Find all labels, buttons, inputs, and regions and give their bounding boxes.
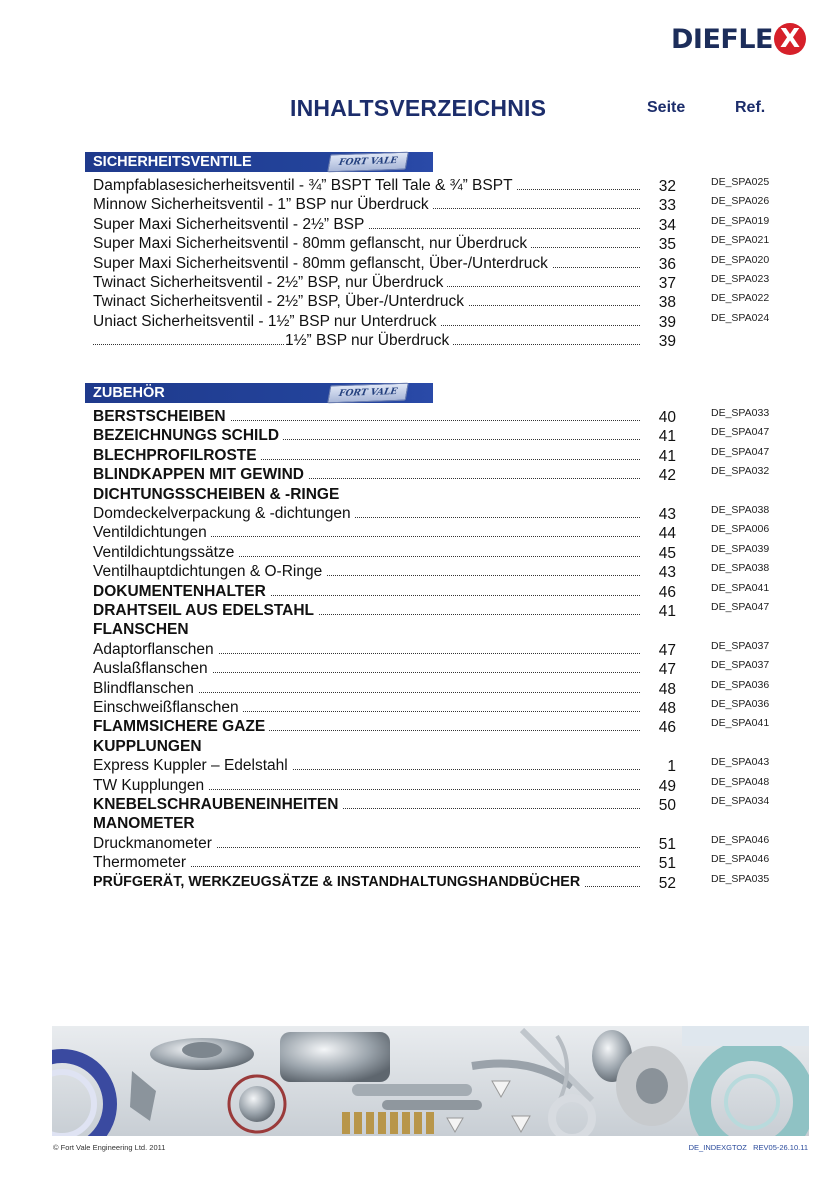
toc-entry[interactable] (0, 873, 834, 892)
toc-entry-page: 41 (658, 603, 676, 620)
toc-entry-page: 48 (658, 700, 676, 717)
toc-entry-title: Einschweißflanschen (93, 698, 243, 717)
toc-entry[interactable] (0, 273, 834, 292)
toc-entry-title: Super Maxi Sicherheitsventil - 2½” BSP (93, 215, 368, 234)
toc-entry[interactable] (0, 562, 834, 581)
toc-entry-page: 47 (658, 641, 676, 659)
toc-entry-ref: DE_SPA024 (711, 311, 770, 324)
toc-entry-page: 45 (658, 544, 676, 562)
dieflex-logo (671, 22, 806, 56)
toc-entry[interactable] (0, 717, 834, 736)
page-column-header: Seite (647, 99, 686, 116)
toc-entry-title: Express Kuppler – Edelstahl (93, 756, 292, 775)
toc-entry-title: KNEBELSCHRAUBENEINHEITEN (93, 795, 342, 814)
toc-entry-ref: DE_SPA039 (711, 542, 770, 555)
toc-entry[interactable] (0, 234, 834, 253)
toc-entry-page: 51 (658, 835, 676, 853)
toc-entry[interactable] (0, 640, 834, 659)
fort-vale-badge: FORT VALE (327, 383, 409, 404)
toc-entry-ref: DE_SPA033 (711, 407, 770, 419)
toc-entry-ref: DE_SPA022 (711, 292, 770, 305)
toc-entry-page: 52 (658, 874, 676, 892)
toc-entry-title: DOKUMENTENHALTER (93, 582, 270, 601)
toc-entry-title: Thermometer (93, 853, 190, 872)
toc-entry[interactable] (0, 679, 834, 698)
logo-wordmark: DIEFLE (671, 23, 773, 55)
toc-entry-ref: DE_SPA036 (711, 698, 770, 710)
toc-entry[interactable] (0, 659, 834, 678)
toc-entry-title: Super Maxi Sicherheitsventil - 80mm geflanscht, Über-/Unterdruck (93, 254, 552, 273)
toc-entry-ref: DE_SPA019 (711, 214, 770, 227)
toc-entry-page: 40 (658, 409, 676, 426)
toc-entry-ref: DE_SPA036 (711, 678, 770, 691)
toc-entry-page: 34 (658, 216, 676, 234)
toc-entry-ref: DE_SPA047 (711, 601, 770, 613)
toc-entry[interactable] (0, 331, 834, 350)
toc-entry[interactable] (0, 215, 834, 234)
copyright-notice: © Fort Vale Engineering Ltd. 2011 (53, 1143, 166, 1152)
toc-entry-title: BEZEICHNUNGS SCHILD (93, 426, 283, 445)
fort-vale-badge: FORT VALE (327, 152, 409, 173)
toc-entry-page: 38 (658, 294, 676, 312)
toc-entry-title: BERSTSCHEIBEN (93, 407, 230, 426)
toc-entry-page: 50 (658, 797, 676, 814)
toc-entry[interactable] (0, 254, 834, 273)
toc-entry-ref: DE_SPA025 (711, 176, 770, 188)
toc-entry-title: Dampfablasesicherheitsventil - ¾” BSPT Tell Tale & ¾” BSPT (93, 176, 517, 195)
toc-entry[interactable] (0, 426, 834, 445)
ref-column-header: Ref. (735, 99, 766, 116)
toc-entry-page: 49 (658, 777, 676, 795)
toc-entry[interactable] (0, 312, 834, 331)
toc-entry[interactable] (0, 523, 834, 542)
toc-entry-ref: DE_SPA006 (711, 523, 770, 536)
toc-entry-ref: DE_SPA037 (711, 639, 770, 652)
toc-entry-ref: DE_SPA048 (711, 775, 770, 788)
toc-entry-title: TW Kupplungen (93, 776, 208, 795)
toc-entry-page: 39 (658, 313, 676, 331)
toc-entry-title: Domdeckelverpackung & -dichtungen (93, 504, 355, 523)
document-reference: DE_INDEXGTOZ REV05-26.10.11 (688, 1143, 808, 1152)
toc-entry-page: 37 (658, 275, 676, 292)
toc-entry-page: 43 (658, 564, 676, 582)
toc-entry-title: Adaptorflanschen (93, 640, 218, 659)
toc-entry[interactable] (0, 601, 834, 620)
toc-entry[interactable] (0, 195, 834, 214)
toc-entry-title: Auslaßflanschen (93, 659, 212, 678)
toc-group-heading (0, 814, 834, 833)
toc-entry[interactable] (0, 853, 834, 872)
toc-entry-title: FLANSCHEN (93, 620, 193, 639)
toc-entry-page: 1 (667, 758, 676, 776)
section-header (85, 383, 433, 403)
toc-group-heading (0, 485, 834, 504)
logo-x-mark: X (774, 23, 806, 55)
toc-entry-title: Ventildichtungssätze (93, 543, 238, 562)
toc-group-heading (0, 620, 834, 639)
toc-entry-page: 36 (658, 255, 676, 273)
toc-entry-title: Twinact Sicherheitsventil - 2½” BSP, Über-/Unterdruck (93, 292, 468, 311)
toc-entry-ref: DE_SPA021 (711, 234, 770, 247)
toc-entry-ref: DE_SPA032 (711, 465, 770, 478)
section-title: SICHERHEITSVENTILE (93, 154, 252, 170)
toc-entry[interactable] (0, 543, 834, 562)
toc-entry-title: DICHTUNGSSCHEIBEN & -RINGE (93, 485, 343, 504)
product-photo-strip (52, 1026, 809, 1136)
section-header (85, 152, 433, 172)
toc-entry-page: 48 (658, 680, 676, 698)
toc-entry-ref: DE_SPA046 (711, 833, 770, 846)
toc-entry-title: Druckmanometer (93, 834, 216, 853)
toc-entry[interactable] (0, 795, 834, 814)
toc-entry-ref: DE_SPA034 (711, 795, 770, 807)
toc-entry[interactable] (0, 465, 834, 484)
toc-entry-ref: DE_SPA026 (711, 195, 770, 208)
toc-entry-ref: DE_SPA020 (711, 253, 770, 266)
toc-entry-ref: DE_SPA038 (711, 504, 770, 516)
toc-entry-title: Blindflanschen (93, 679, 198, 698)
toc-entry[interactable] (0, 292, 834, 311)
toc-entry[interactable] (0, 756, 834, 775)
toc-entry-title: Ventildichtungen (93, 523, 211, 542)
toc-entry-ref: DE_SPA041 (711, 581, 770, 594)
toc-entry[interactable] (0, 582, 834, 601)
toc-entry-title: Ventilhauptdichtungen & O-Ringe (93, 562, 326, 581)
toc-entry-title: Uniact Sicherheitsventil - 1½” BSP nur Unterdruck (93, 312, 440, 331)
toc-entry-title: FLAMMSICHERE GAZE (93, 717, 269, 736)
page-title: INHALTSVERZEICHNIS (290, 95, 547, 121)
toc-entry[interactable] (0, 407, 834, 426)
toc-entry-ref: DE_SPA023 (711, 273, 770, 285)
toc-entry-page: 39 (658, 333, 676, 351)
toc-entry-ref: DE_SPA046 (711, 853, 770, 866)
toc-entry-page: 46 (658, 583, 676, 601)
toc-entry[interactable] (0, 176, 834, 195)
toc-entry-title: BLINDKAPPEN MIT GEWIND (93, 465, 308, 484)
toc-entry-page: 35 (658, 236, 676, 254)
toc-entry[interactable] (0, 834, 834, 853)
toc-entry[interactable] (0, 698, 834, 717)
toc-entry[interactable] (0, 776, 834, 795)
toc-entry-page: 47 (658, 661, 676, 679)
toc-entry-title: MANOMETER (93, 814, 199, 833)
toc-entry-ref: DE_SPA047 (711, 426, 770, 439)
toc-entry-title: Minnow Sicherheitsventil - 1” BSP nur Überdruck (93, 195, 433, 214)
toc-entry-page: 51 (658, 855, 676, 873)
toc-entry-page: 43 (658, 506, 676, 523)
toc-entry-page: 33 (658, 197, 676, 215)
toc-entry-page: 46 (658, 719, 676, 737)
toc-entry-ref: DE_SPA035 (711, 872, 770, 885)
toc-entry-ref: DE_SPA043 (711, 756, 770, 769)
toc-entry-page: 41 (658, 428, 676, 446)
toc-entry-title: KUPPLUNGEN (93, 737, 206, 756)
toc-entry-page: 44 (658, 525, 676, 543)
toc-entry-ref: DE_SPA037 (711, 659, 770, 672)
toc-entry-title: 1½” BSP nur Überdruck (285, 331, 453, 350)
toc-entry-ref: DE_SPA038 (711, 562, 770, 575)
toc-entry-title: Twinact Sicherheitsventil - 2½” BSP, nur Überdruck (93, 273, 447, 292)
toc-entry-page: 32 (658, 178, 676, 195)
toc-entry-title: BLECHPROFILROSTE (93, 446, 261, 465)
toc-entry-ref: DE_SPA047 (711, 445, 770, 458)
toc-entry-page: 42 (658, 467, 676, 485)
section-title: ZUBEHÖR (93, 385, 165, 401)
toc-entry[interactable] (0, 504, 834, 523)
toc-entry-page: 41 (658, 447, 676, 465)
toc-entry[interactable] (0, 446, 834, 465)
toc-entry-title: DRAHTSEIL AUS EDELSTAHL (93, 601, 318, 620)
toc-entry-title: Super Maxi Sicherheitsventil - 80mm geflanscht, nur Überdruck (93, 234, 531, 253)
toc-entry-title: PRÜFGERÄT, WERKZEUGSÄTZE & INSTANDHALTUNGSHANDBÜCHER (93, 873, 584, 892)
toc-group-heading (0, 737, 834, 756)
toc-entry-ref: DE_SPA041 (711, 717, 770, 730)
